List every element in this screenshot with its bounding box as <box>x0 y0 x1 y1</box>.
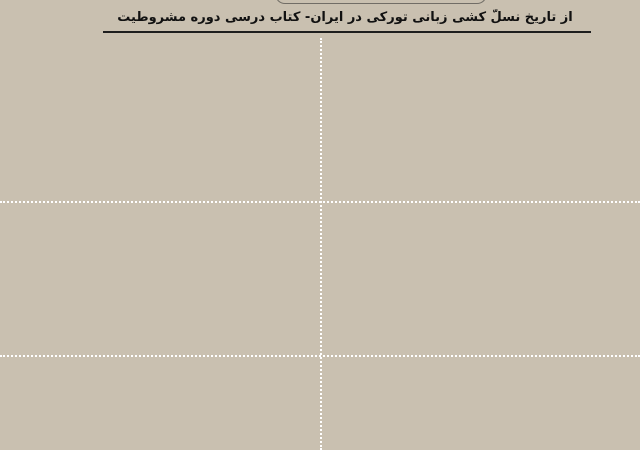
page-title: از تاریخ نسلّ کشی زبانی تورکی در ایران- کتاب درسی دوره مشروطیت <box>117 10 573 25</box>
header-underline <box>103 31 591 33</box>
header-frame-ornament <box>275 0 487 4</box>
page-header <box>95 0 595 34</box>
column-divider <box>320 38 322 450</box>
row-divider <box>0 355 640 357</box>
row-divider <box>0 201 640 203</box>
sentence-grid <box>0 38 640 450</box>
